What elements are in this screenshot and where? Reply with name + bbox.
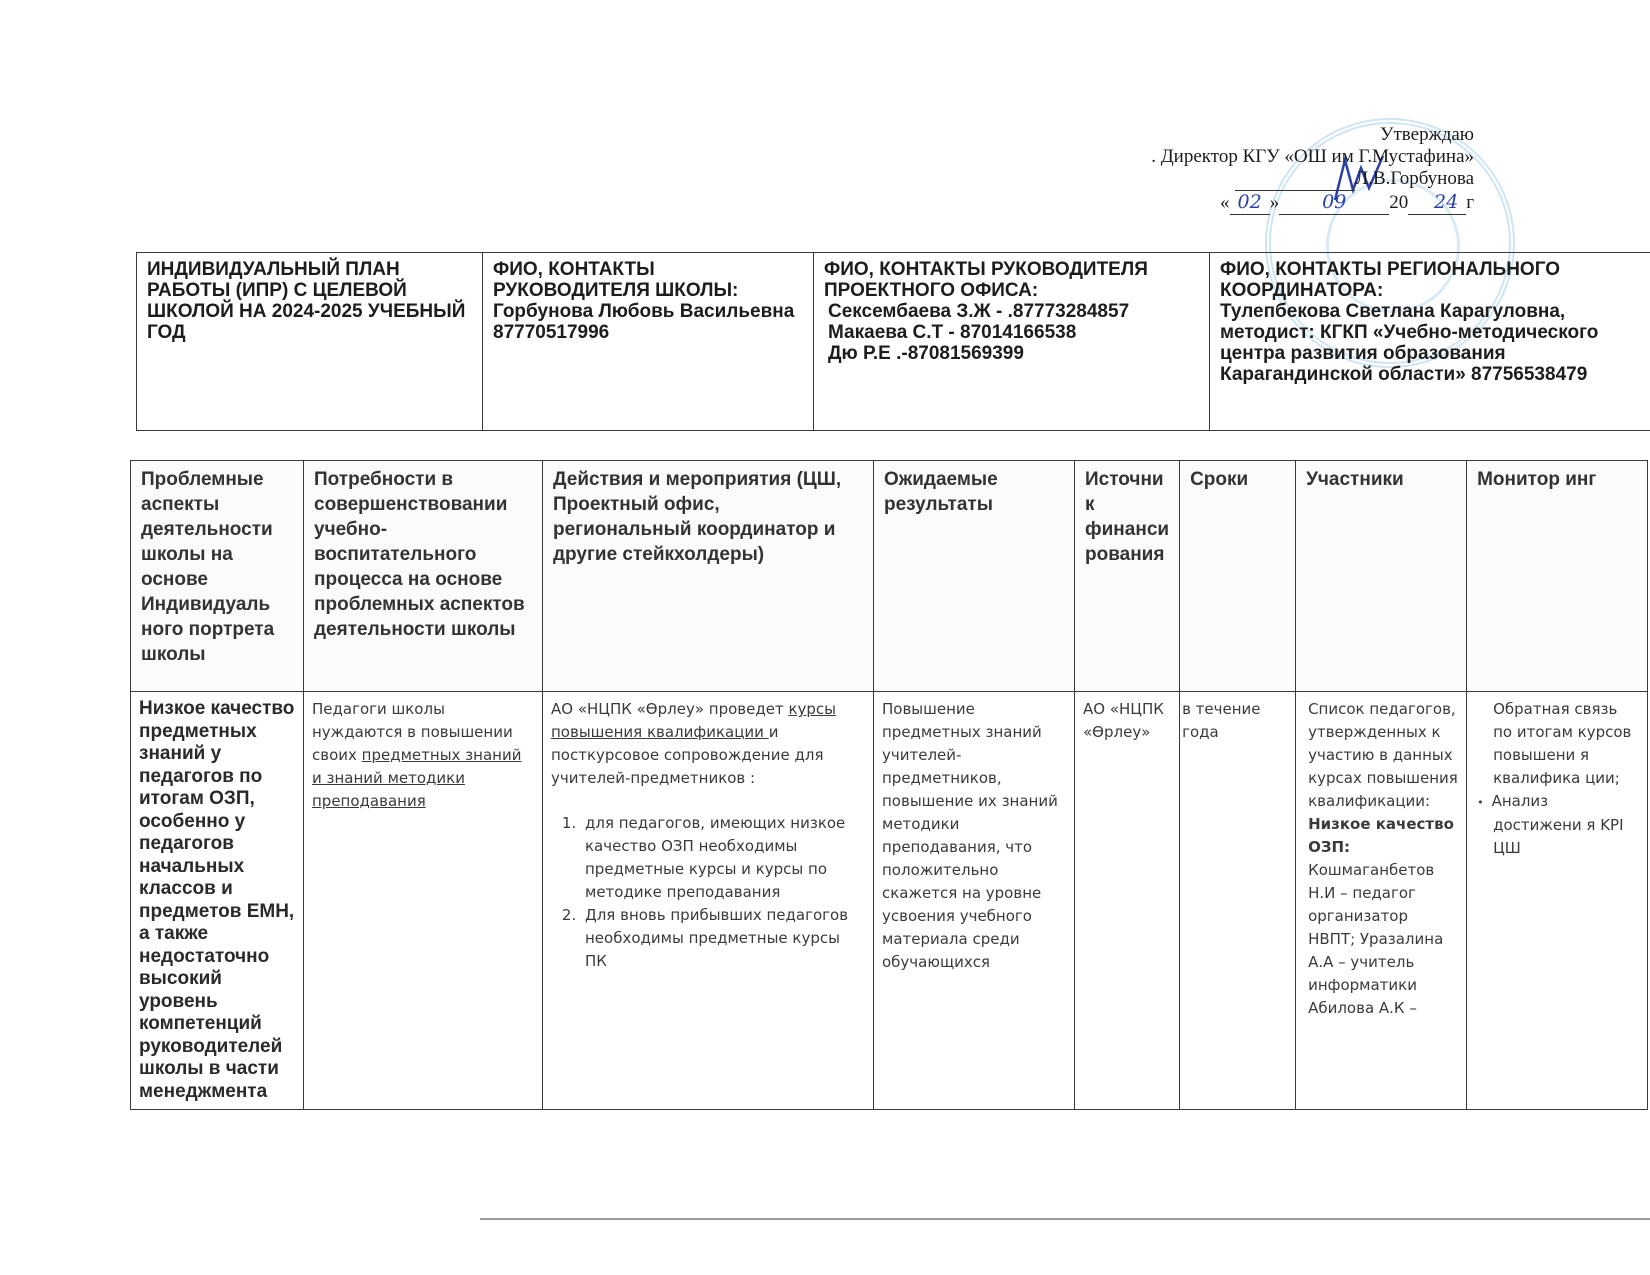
list-item: Обратная связь по итогам курсов повышени я квалифика ции; [1493, 700, 1632, 787]
date-month: 09 [1322, 191, 1347, 213]
project-office-contact: Макаева С.Т - 87014166538 [828, 322, 1077, 343]
date-year: 24 [1434, 191, 1459, 213]
monitoring-list [1475, 698, 1639, 860]
plan-title-cell: ИНДИВИДУАЛЬНЫЙ ПЛАН РАБОТЫ (ИПР) С ЦЕЛЕВОЙ ШКОЛОЙ НА 2024-2025 УЧЕБНЫЙ ГОД [137, 253, 483, 431]
project-office-cell: ФИО, КОНТАКТЫ РУКОВОДИТЕЛЯ ПРОЕКТНОГО ОФИСА: Сексембаева З.Ж - .87773284857 Макаева С.Т - 87014166538 Дю Р.Е .-87081569399 [814, 253, 1210, 431]
school-head-name: Горбунова Любовь Васильевна [493, 301, 795, 322]
header-participants: Участники [1296, 461, 1467, 692]
list-item: • Анализ достижени я KPI ЦШ [1493, 790, 1639, 860]
actions-cell: АО «НЦПК «Өрлеу» проведет курсы повышения квалификации и посткурсовое сопровождение для учителей-предметников : 1. для педагогов, имеющих низкое качество ОЗП необходимы предметные курсы и курсы по методике преподавания 2. Для вновь прибывших педагогов необходимы предметные курсы ПК [543, 692, 874, 1110]
plan-table-header [131, 461, 1648, 692]
needs-cell: Педагоги школы нуждаются в повышении своих предметных знаний и знаний методики преподавания [304, 692, 543, 1110]
approval-position: . Директор КГУ «ОШ им Г.Мустафина» [1151, 146, 1474, 167]
header-actions: Действия и мероприятия (ЦШ, Проектный офис, региональный координатор и другие стейкхолдеры) [543, 461, 874, 692]
funding-cell: АО «НЦПК «Өрлеу» [1075, 692, 1180, 1110]
approval-signatory-line [1151, 168, 1474, 191]
header-needs: Потребности в совершенствовании учебно-воспитательного процесса на основе проблемных аспектов деятельности школы [304, 461, 543, 692]
table-row [131, 692, 1648, 1110]
expected-cell: Повышение предметных знаний учителей-предметников, повышение их знаний методики преподавания, что положительно скажется на уровне усвоения учебного материала среди обучающихся [874, 692, 1075, 1110]
monitoring-cell [1467, 692, 1648, 1110]
date-day: 02 [1237, 191, 1262, 213]
regional-coordinator-contact: Тулепбекова Светлана Карагуловна, методист: КГКП «Учебно-методического центра развития образования Карагандинской области» 87756538479 [1220, 301, 1599, 385]
approval-title: Утверждаю [1380, 124, 1474, 145]
info-table [136, 252, 1650, 431]
project-office-contact: Сексембаева З.Ж - .87773284857 [828, 301, 1130, 322]
list-item: 2. Для вновь прибывших педагогов необходимы предметные курсы ПК [581, 904, 865, 973]
header-deadline: Сроки [1180, 461, 1296, 692]
approval-signatory: Л.В.Горбунова [1355, 168, 1474, 189]
participants-cell: Список педагогов, утвержденных к участию в данных курсах повышения квалификации: Низкое качество ОЗП: Кошмаганбетов Н.И – педагог организатор НВПТ; Уразалина А.А – учитель информатики Абилова А.К – [1296, 692, 1467, 1110]
deadline-cell: в течение года [1180, 692, 1296, 1110]
list-item: 1. для педагогов, имеющих низкое качество ОЗП необходимы предметные курсы и курсы по методике преподавания [581, 812, 865, 904]
approval-date: « 02 » 09 20 24 г [1220, 191, 1474, 213]
school-head-phone: 87770517996 [493, 322, 610, 343]
plan-table [130, 460, 1648, 1110]
school-head-cell: ФИО, КОНТАКТЫ РУКОВОДИТЕЛЯ ШКОЛЫ: Горбунова Любовь Васильевна 87770517996 [483, 253, 814, 431]
problem-cell: Низкое качество предметных знаний у педагогов по итогам ОЗП, особенно у педагогов начальных классов и предметов ЕМН, а также недостаточно высокий уровень компетенций руководителей школы в части менеджмента [131, 692, 304, 1110]
project-office-contact: Дю Р.Е .-87081569399 [828, 343, 1024, 364]
approval-block [1151, 124, 1474, 215]
page-edge-line [480, 1218, 1650, 1220]
header-problems: Проблемные аспекты деятельности школы на основе Индивидуаль ного портрета школы [131, 461, 304, 692]
header-funding: Источни к финанси рования [1075, 461, 1180, 692]
header-expected: Ожидаемые результаты [874, 461, 1075, 692]
actions-list [551, 812, 865, 973]
regional-coordinator-cell: ФИО, КОНТАКТЫ РЕГИОНАЛЬНОГО КООРДИНАТОРА: Тулепбекова Светлана Карагуловна, методист: КГКП «Учебно-методического центра развития образования Карагандинской области» 87756538479 [1210, 253, 1650, 431]
header-monitoring: Монитор инг [1467, 461, 1648, 692]
